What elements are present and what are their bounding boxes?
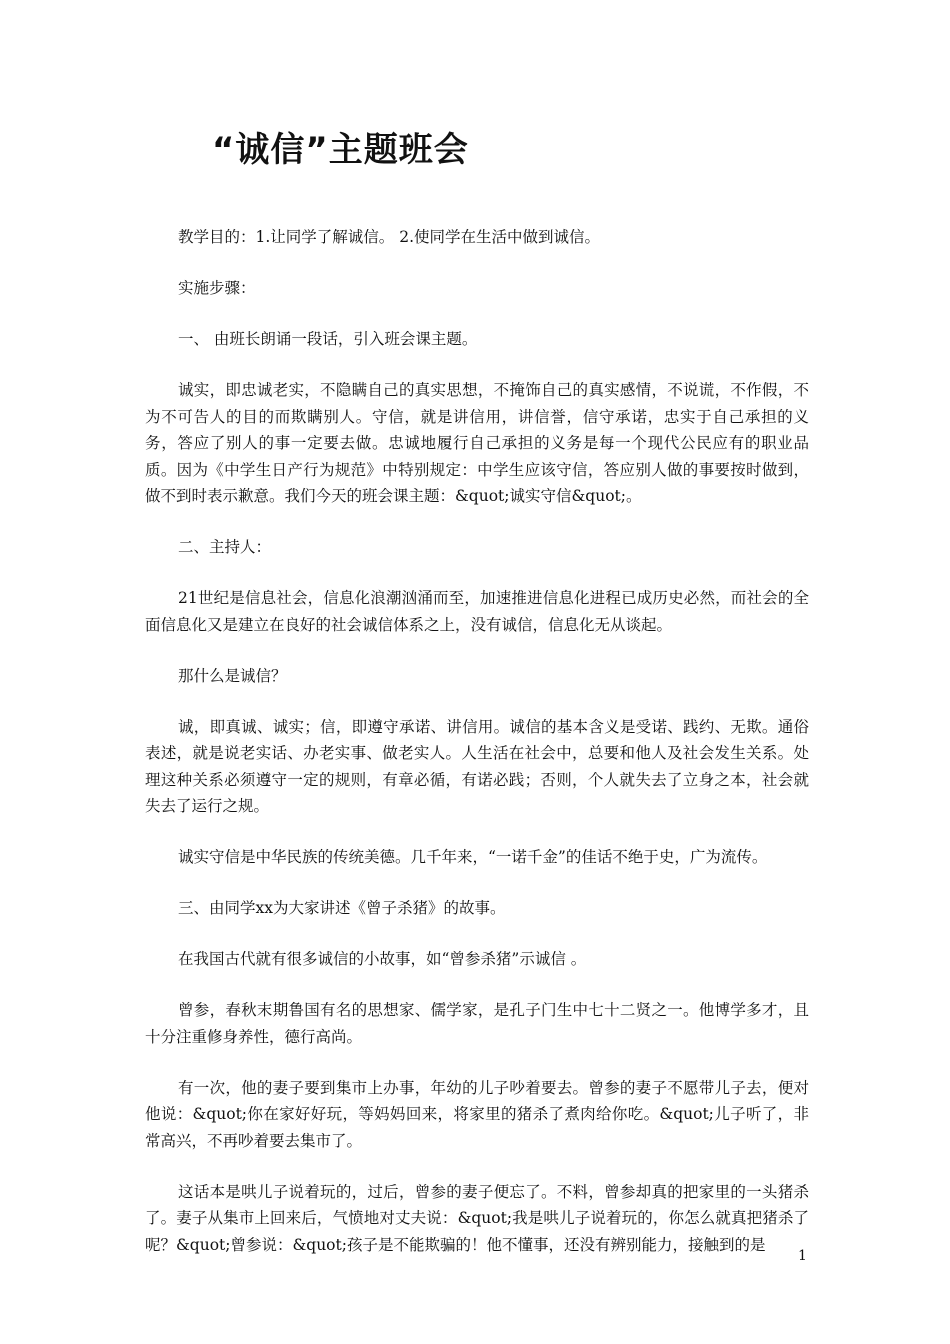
paragraph: 有一次，他的妻子要到集市上办事，年幼的儿子吵着要去。曾参的妻子不愿带儿子去，便对他说：&quot;你在家好好玩，等妈妈回来，将家里的猪杀了煮肉给你吃。&quot;儿子听了，非常高兴，不再吵着要去集市了。 bbox=[145, 1078, 809, 1150]
paragraph: 二、主持人： bbox=[178, 538, 272, 556]
paragraph: 那什么是诚信？ bbox=[178, 666, 287, 685]
paragraph: 教学目的：1.让同学了解诚信。 2.使同学在生活中做到诚信。 bbox=[178, 228, 601, 246]
paragraph: 这话本是哄儿子说着玩的，过后，曾参的妻子便忘了。不料，曾参却真的把家里的一头猪杀了。妻子从集市上回来后，气愤地对丈夫说：&quot;我是哄儿子说着玩的，你怎么就真把猪杀了呢？&quot;曾参说：&quot;孩子是不能欺骗的！他不懂事，还没有辨别能力，接触到的是 bbox=[145, 1182, 809, 1254]
paragraph: 三、由同学xx为大家讲述《曾子杀猪》的故事。 bbox=[178, 899, 506, 917]
paragraph: 实施步骤： bbox=[178, 279, 256, 297]
page-number: 1 bbox=[798, 1248, 807, 1264]
paragraph: 诚实，即忠诚老实，不隐瞒自己的真实思想，不掩饰自己的真实感情，不说谎，不作假，不为不可告人的目的而欺瞒别人。守信，就是讲信用，讲信誉，信守承诺，忠实于自己承担的义务，答应了别人的事一定要去做。忠诚地履行自己承担的义务是每一个现代公民应有的职业品质。因为《中学生日产行为规范》中特别规定：中学生应该守信，答应别人做的事要按时做到，做不到时表示歉意。我们今天的班会课主题：&quot;诚实守信&quot;。 bbox=[145, 381, 809, 505]
paragraph: 一、 由班长朗诵一段话，引入班会课主题。 bbox=[178, 330, 478, 348]
paragraph: 曾参，春秋末期鲁国有名的思想家、儒学家，是孔子门生中七十二贤之一。他博学多才，且十分注重修身养性，德行高尚。 bbox=[145, 1001, 809, 1046]
document-title: “诚信”主题班会 bbox=[212, 130, 469, 170]
paragraph: 21世纪是信息社会，信息化浪潮汹涌而至，加速推进信息化进程已成历史必然，而社会的全面信息化又是建立在良好的社会诚信体系之上，没有诚信，信息化无从谈起。 bbox=[145, 589, 809, 634]
paragraph: 诚实守信是中华民族的传统美德。几千年来，“一诺千金”的佳话不绝于史，广为流传。 bbox=[178, 848, 768, 866]
paragraph: 在我国古代就有很多诚信的小故事，如“曾参杀猪”示诚信 。 bbox=[178, 950, 587, 968]
paragraph: 诚，即真诚、诚实；信，即遵守承诺、讲信用。诚信的基本含义是受诺、践约、无欺。通俗表述，就是说老实话、办老实事、做老实人。人生活在社会中，总要和他人及社会发生关系。处理这种关系必须遵守一定的规则，有章必循，有诺必践；否则，个人就失去了立身之本，社会就失去了运行之规。 bbox=[145, 717, 809, 815]
document-body bbox=[145, 224, 809, 1283]
